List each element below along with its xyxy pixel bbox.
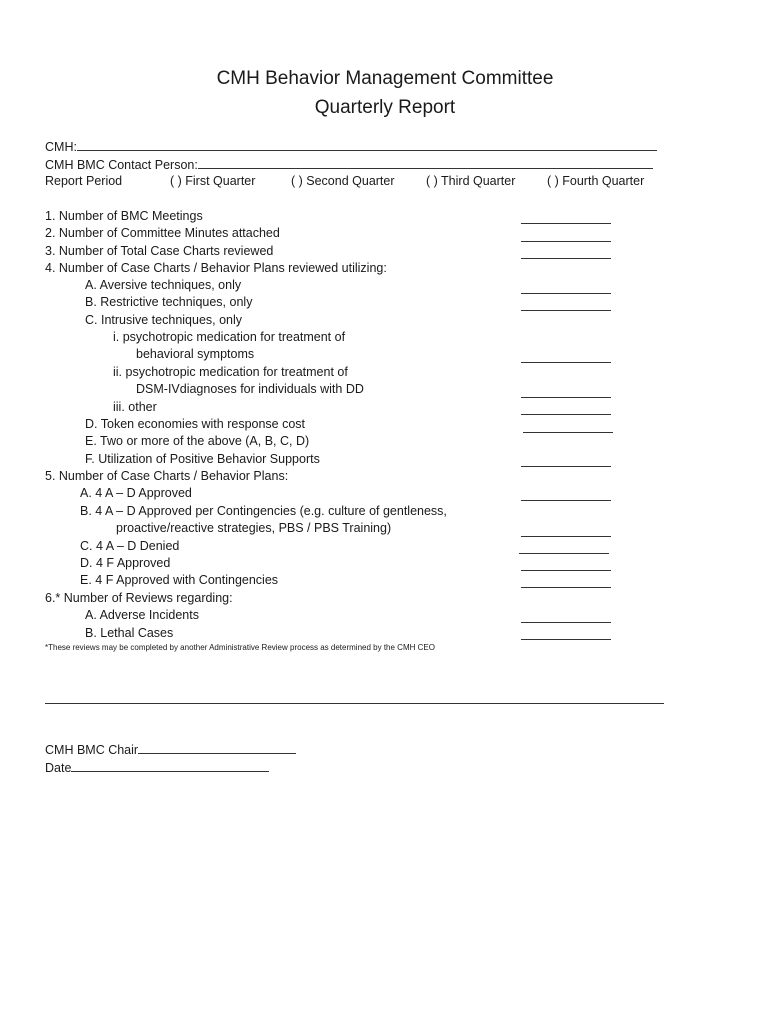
footnote: *These reviews may be completed by another Administrative Review process as determined by the CMH CEO — [45, 643, 435, 652]
blank-item-1[interactable] — [521, 222, 611, 224]
blank-item-4f[interactable] — [521, 465, 611, 467]
item-4c-ii-line2: DSM-IVdiagnoses for individuals with DD — [136, 382, 364, 396]
cmh-input-line[interactable] — [77, 138, 657, 151]
blank-item-6b[interactable] — [521, 638, 611, 640]
item-4: 4. Number of Case Charts / Behavior Plans reviewed utilizing: — [45, 261, 387, 275]
blank-item-5e[interactable] — [521, 586, 611, 588]
form-title: CMH Behavior Management Committee — [216, 68, 554, 89]
blank-item-4c-iii[interactable] — [521, 413, 611, 415]
chair-field[interactable] — [45, 741, 296, 759]
date-input-line[interactable] — [71, 759, 269, 772]
cmh-label: CMH: — [45, 140, 77, 154]
third-quarter-option[interactable]: ( ) Third Quarter — [426, 174, 516, 188]
first-quarter-option[interactable]: ( ) First Quarter — [170, 174, 256, 188]
item-6a: A. Adverse Incidents — [85, 608, 199, 622]
blank-item-2[interactable] — [521, 240, 611, 242]
item-3: 3. Number of Total Case Charts reviewed — [45, 244, 274, 258]
report-period-label: Report Period — [45, 174, 123, 188]
item-4c-ii-line1: ii. psychotropic medication for treatment of — [113, 365, 348, 379]
item-6b: B. Lethal Cases — [85, 626, 174, 640]
blank-item-4a[interactable] — [521, 292, 611, 294]
blank-item-4c-i[interactable] — [521, 361, 611, 363]
item-5b-line2: proactive/reactive strategies, PBS / PBS Training) — [116, 521, 392, 535]
item-5e: E. 4 F Approved with Contingencies — [80, 573, 279, 587]
blank-item-3[interactable] — [521, 257, 611, 259]
chair-input-line[interactable] — [138, 741, 296, 754]
contact-person-input-line[interactable] — [198, 156, 653, 169]
item-4e: E. Two or more of the above (A, B, C, D) — [85, 434, 310, 448]
item-5: 5. Number of Case Charts / Behavior Plans: — [45, 469, 289, 483]
item-5b-line1: B. 4 A – D Approved per Contingencies (e.g. culture of gentleness, — [80, 504, 447, 518]
fourth-quarter-option[interactable]: ( ) Fourth Quarter — [547, 174, 645, 188]
blank-item-4d[interactable] — [523, 431, 613, 433]
item-6: 6.* Number of Reviews regarding: — [45, 591, 233, 605]
cmh-field[interactable] — [45, 138, 657, 156]
item-4b: B. Restrictive techniques, only — [85, 295, 253, 309]
item-5a: A. 4 A – D Approved — [80, 486, 192, 500]
chair-label: CMH BMC Chair — [45, 743, 139, 757]
item-4f: F. Utilization of Positive Behavior Supports — [85, 452, 320, 466]
contact-person-label: CMH BMC Contact Person: — [45, 158, 198, 172]
item-5c: C. 4 A – D Denied — [80, 539, 180, 553]
blank-item-4c-ii[interactable] — [521, 396, 611, 398]
item-4c: C. Intrusive techniques, only — [85, 313, 243, 327]
blank-item-5b[interactable] — [521, 535, 611, 537]
date-label: Date — [45, 761, 72, 775]
contact-person-field[interactable] — [45, 156, 653, 174]
blank-item-5c[interactable] — [519, 552, 609, 554]
date-field[interactable] — [45, 759, 269, 777]
blank-item-4b[interactable] — [521, 309, 611, 311]
blank-item-5d[interactable] — [521, 569, 611, 571]
blank-item-6a[interactable] — [521, 621, 611, 623]
item-2: 2. Number of Committee Minutes attached — [45, 226, 280, 240]
form-subtitle: Quarterly Report — [314, 97, 456, 118]
item-4d: D. Token economies with response cost — [85, 417, 306, 431]
item-1: 1. Number of BMC Meetings — [45, 209, 203, 223]
item-4c-iii: iii. other — [113, 400, 157, 414]
separator-line — [45, 703, 664, 704]
item-4c-i-line2: behavioral symptoms — [136, 347, 255, 361]
second-quarter-option[interactable]: ( ) Second Quarter — [291, 174, 395, 188]
blank-item-5a[interactable] — [521, 499, 611, 501]
item-4c-i-line1: i. psychotropic medication for treatment of — [113, 330, 346, 344]
item-4a: A. Aversive techniques, only — [85, 278, 242, 292]
item-5d: D. 4 F Approved — [80, 556, 171, 570]
